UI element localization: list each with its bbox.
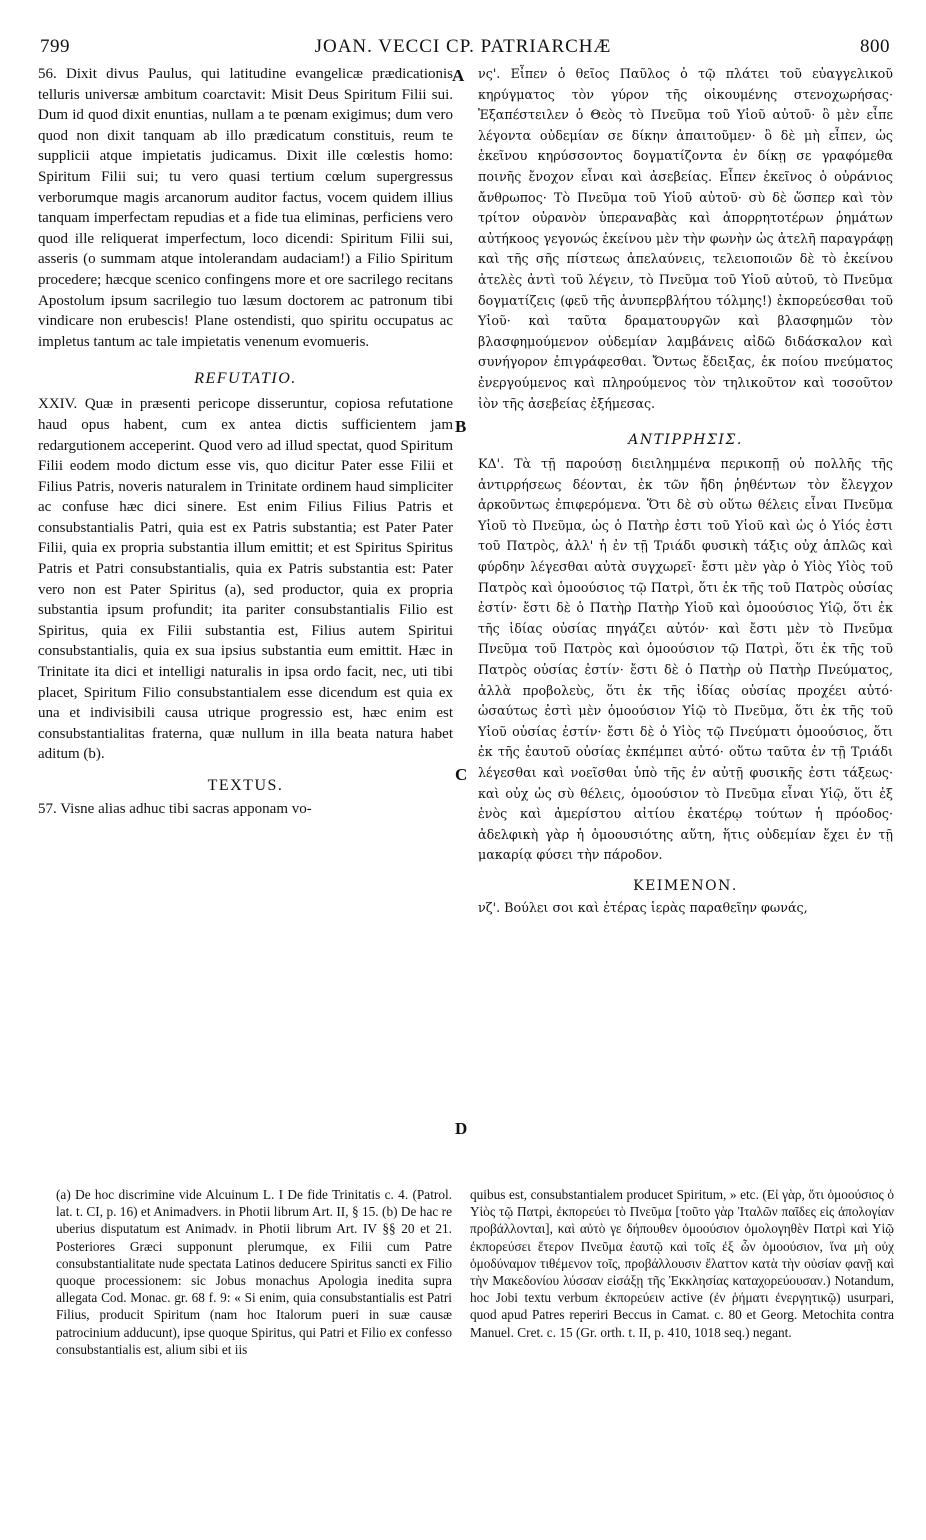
footnote-text-left: (a) De hoc discrimine vide Alcuinum L. I De fide Trinitatis c. 4. (Patrol. lat. t. CI, p. 16) et Animadvers. in Photii librum Art. II, § 15. (b) De hac re uberius disputatum est Animadv. in Photii librum Art. IV §§ 20 et 21. Posteriores Græci supponunt plerumque, ex Filii cum Patre consubstantialitate nude spectata Latinos deducere Spiritus sancti ex Filio quoque processionem: sic Jobus monachus Apologia inedita supra allegata Cod. Monac. gr. 68 f. 9: « Si enim, quia consubstantialis est Patri Filius, producit Spiritum (nam hoc Italorum pueri in suæ causæ patrocinium adducunt), ipse quoque Spiritus, qui Patri et Filio ex confesso consubstantialis est, alium sibi et iis (56, 1187, 452, 1357)
footnotes-right (470, 1186, 894, 1341)
greek-column (478, 64, 893, 919)
latin-paragraph-24: XXIV. Quæ in præsenti pericope disseruntur, copiosa refutatione haud opus habent, cum ex antea dictis sufficientem jam redargutionem acceperint. Quod vero ad illud spectat, quod Spiritum Filii eodem modo dictum esse vis, quo dicitur Pater esse Filii et Filius Patris, noveris naturalem in Trinitate ordinem haud simpliciter ac confuse hæc dici sinere. Est enim Filius Filius Patris et consubstantialis Patri, quia est ex Patris substantia; est Pater Pater Filii, quia ex propria substantia illum emittit; et est Spiritus Spiritus Patris et Patri consubstantialis, quia ex Patris substantia est: Pater vero non est Pater Spiritus (a), sed productor, quia ex propria substantia ipsum profundit; ita pariter consubstantialis Filio est Spiritus, quia ex Filii substantia est, Filius autem Spiritui consubstantialis, quia ex sua ipsius substantia eum emittit. Hæc in Trinitate ita dici et intelligi naturalis in ipsa ordo facit, nec, uti tibi placet, Spiritum Filio consubstantialem esse dicendum est quia ex una et indivisibili causa utrique progressio est, hæc enim est consubstantialitas fraterna, quæ nullum in illa beata natura habet aditum (b). (38, 396, 453, 763)
footnote-text-right: quibus est, consubstantialem producet Spiritum, » etc. (Εἰ γὰρ, ὅτι ὁμοούσιος ὁ Υἱὸς τῷ Πατρὶ, ἐκπορεύει τὸ Πνεῦμα [τοῦτο γὰρ Ἰταλῶν παῖδες εἰς ἀπολογίαν προβάλλονται], καὶ αὐτὸ γε δήπουθεν ὁμοούσιον ὁμολογηθὲν Πατρὶ καὶ Υἱῷ ἐκπορεύσει ἕτερον Πνεῦμα ἑαυτῷ καὶ τοῖς ἐξ ὧν ὁμοούσιον, ἵνα μὴ οὐχ ὁμοδύναμον τιθέμενον τοῖς, προβάλλουσιν ἔλαττον κατὰ τὴν οὐσίαν φανῇ καὶ τὴν Μακεδονίου λύσσαν εἰσάξῃ τῆς Ἐκκλησίας καταχορεύουσαν.) Notandum, hoc Jobi textu verbum ἐκπορεύειν active (ἐν ῥήματι ἐνεργητικῷ) usurpari, quod apud Patres reperiri Beccus in Camat. c. 80 et Georg. Metochita contra Manuel. Cret. c. 15 (Gr. orth. t. II, p. 410, 1018 seq.) negant. (470, 1187, 894, 1340)
margin-marker-a: A (452, 66, 465, 85)
margin-marker-c: C (455, 765, 468, 784)
latin-column (38, 64, 453, 820)
latin-refutatio-heading: REFUTATIO. (194, 370, 297, 388)
latin-textus-heading: TEXTUS. (207, 777, 284, 794)
greek-paragraph-24: ΚΔ'. Τὰ τῇ παρούσῃ διειλημμένα περικοπῇ οὐ πολλῆς τῆς ἀντιρρήσεως δέονται, ἐκ τῶν ἤδη ῥηθέντων τὸν ἔλεγχον ἀρκοῦντως ἐπιφερόμενα. Ὅτι δὲ σὺ οὕτω θέλεις εἶναι Πνεῦμα Υἱοῦ τὸ Πνεῦμα, ὡς ὁ Πατὴρ ἐστι τοῦ Υἱοῦ καὶ ὡς ὁ Υἱός ἐστι τοῦ Πατρὸς, ἀλλ' ἡ ἐν τῇ Τριάδι φυσικὴ τάξις οὐχ ἁπλῶς καὶ φύρδην λέγεσθαι αὐτὰ συγχωρεῖ· ἔστι μὲν γὰρ ὁ Υἱὸς Υἱὸς τοῦ Πατρὸς καὶ ὁμοούσιος τῷ Πατρὶ, ὅτι ἐκ τῆς τοῦ Πατρὸς οὐσίας ἐστίν· ἔστι δὲ ὁ Πατὴρ Πατὴρ Υἱοῦ καὶ ὁμοούσιος Υἱῷ, ὅτι ἐκ τῆς ἰδίας οὐσίας πηγάζει αὐτόν· καὶ ἔστι μὲν τὸ Πνεῦμα Πνεῦμα τοῦ Πατρὸς καὶ ὁμοούσιον τῷ Πατρὶ, ὅτι ἐκ τῆς τοῦ Πατρὸς οὐσίας ἐστίν· ἔστι δὲ ὁ Πατὴρ οὐ Πατὴρ Πνεύματος, ἀλλὰ προβολεὺς, ὅτι ἐκ τῆς ἰδίας οὐσίας προχέει αὐτό· ὡσαύτως ἐστὶ μὲν ὁμοούσιον Υἱῷ τὸ Πνεῦμα, ὅτι ἐκ τῆς τοῦ Υἱοῦ οὐσίας ἐστίν· ἔστι δὲ ὁ Υἱὸς τῷ Πνεύματι ὁμοούσιος, ὅτι ἐκ τῆς ἑαυτοῦ οὐσίας ἐκπέμπει αὐτό· οὕτω ταῦτα ἐν τῇ Τριάδι λέγεσθαι καὶ νοεῖσθαι ὑπὸ τῆς ἐν αὐτῇ φυσικῆς ἐστι τάξεως· καὶ οὐχ ὡς σὺ θέλεις, ὁμοούσιον τὸ Πνεῦμα εἶναι Υἱῷ, ὅτι ἐξ ἑνὸς καὶ ἀμερίστου αἰτίου ἑκατέρῳ τούτων ἡ πρόοδος· ἀδελφικὴ γὰρ ἡ ὁμοουσιότης αὕτη, ἥτις οὐδεμίαν ἔχει ἐν τῇ μακαρίᾳ φύσει τὴν πάροδον. (478, 456, 893, 863)
latin-paragraph-57: 57. Visne alias adhuc tibi sacras apponam vo- (38, 801, 312, 817)
margin-marker-d: D (455, 1119, 468, 1138)
running-header (0, 36, 926, 60)
latin-paragraph-56: 56. Dixit divus Paulus, qui latitudine evangelicæ prædicationis telluris universæ ambitum coarctavit: Misit Deus Spiritum Filii sui. Dum id quod dixit enuntias, nullam a te pœnam exigimus; dum vero quod non dixit tanquam ab illo prædicatum constituis, reum te supplicii atque impietatis judicamus. Dixit ille cœlestis homo: Spiritum Filii sui; tu vero quasi tertium cœlum supergressus verborumque magis arcanorum auditor factus, vocem quidem illius tanquam imperfectam repudias et a fide tua eliminas, perficiens vero quod ille reliquerat imperfectum, loco dicendi: Spiritum Filii sui, asseris (o summam atque intolerandam audaciam!) a Filio Spiritum procedere; hæcque scenico confingens more et ore sacrilego recitans Apostolum ipsum sacrilegio tuo læsum doctorem ac patronum tibi vindicare non erubescis! Plane ostendisti, quo spiritu occupatus ac impletus tantum ac tale impietatis venenum evomueris. (38, 66, 453, 350)
greek-paragraph-56: νς'. Εἶπεν ὁ θεῖος Παῦλος ὁ τῷ πλάτει τοῦ εὐαγγελικοῦ κηρύγματος τὸν γύρον τῆς οἰκουμένης στενοχωρήσας· Ἐξαπέστειλεν ὁ Θεὸς τὸ Πνεῦμα τοῦ Υἱοῦ αὐτοῦ· ὃ μὲν εἶπε λέγοντα οὐδεμίαν σε δίκην ἀπαιτοῦμεν· ὃ δὲ μὴ εἶπεν, ὡς ἐκεῖνου κηρύσσοντος δογματίζοντα ἐν δίκῃ σε γραφόμεθα ποινῆς ἔνοχον εἶναι καὶ ἀσεβείας. Εἶπεν ἐκεῖνος ὁ οὐράνιος ἄνθρωπος· Τὸ Πνεῦμα τοῦ Υἱοῦ αὐτοῦ· σὺ δὲ ὥσπερ καὶ τὸν τρίτον οὐρανὸν ὑπεραναβὰς καὶ ἀπορρητοτέρων ῥημάτων αὐτήκοος γεγονώς ἐκείνου μὲν τὴν φωνὴν ὡς ἀτελῆ παραγράφῃ καὶ τῆς σῆς πίστεως ἀπελαύνεις, τελειοποιῶν δὲ τὸ ἐκείνου ἀτελὲς ἀντὶ τοῦ λέγειν, τὸ Πνεῦμα τοῦ Υἱοῦ αὐτοῦ, τὸ Πνεῦμα δογματίζεις (φεῦ τῆς ἀνυπερβλήτου τόλμης!) ἐκπορεύεσθαι τοῦ Υἱοῦ· καὶ ταῦτα δραματουργῶν καὶ βλασφημῶν τὸν βλασφημούμενον οὐδεμίαν λαμβάνεις αἰδῶ διδάσκαλον καὶ συνήγορον ἐπιγράφεσθαι. Ὄντως ἔδειξας, ἐκ ποίου πνεύματος ἐνεργούμενος καὶ πληρούμενος τὸν τηλικοῦτον καὶ τοσοῦτον ἰὸν τῆς ἀσεβείας ἐξήμεσας. (478, 66, 893, 411)
greek-refutatio-heading: ΑΝΤΙΡΡΗΣΙΣ. (628, 432, 743, 449)
margin-marker-b: B (455, 417, 467, 436)
footnotes-left (56, 1186, 452, 1358)
greek-paragraph-57: νζ'. Βούλει σοι καὶ ἑτέρας ἱερὰς παραθεῖην φωνάς, (478, 899, 808, 915)
page-number-left: 799 (40, 36, 70, 57)
greek-textus-heading: ΚΕΙΜΕΝΟΝ. (633, 877, 738, 894)
page-number-right: 800 (860, 36, 890, 57)
running-title: JOAN. VECCI CP. PATRIARCHÆ (314, 36, 612, 57)
